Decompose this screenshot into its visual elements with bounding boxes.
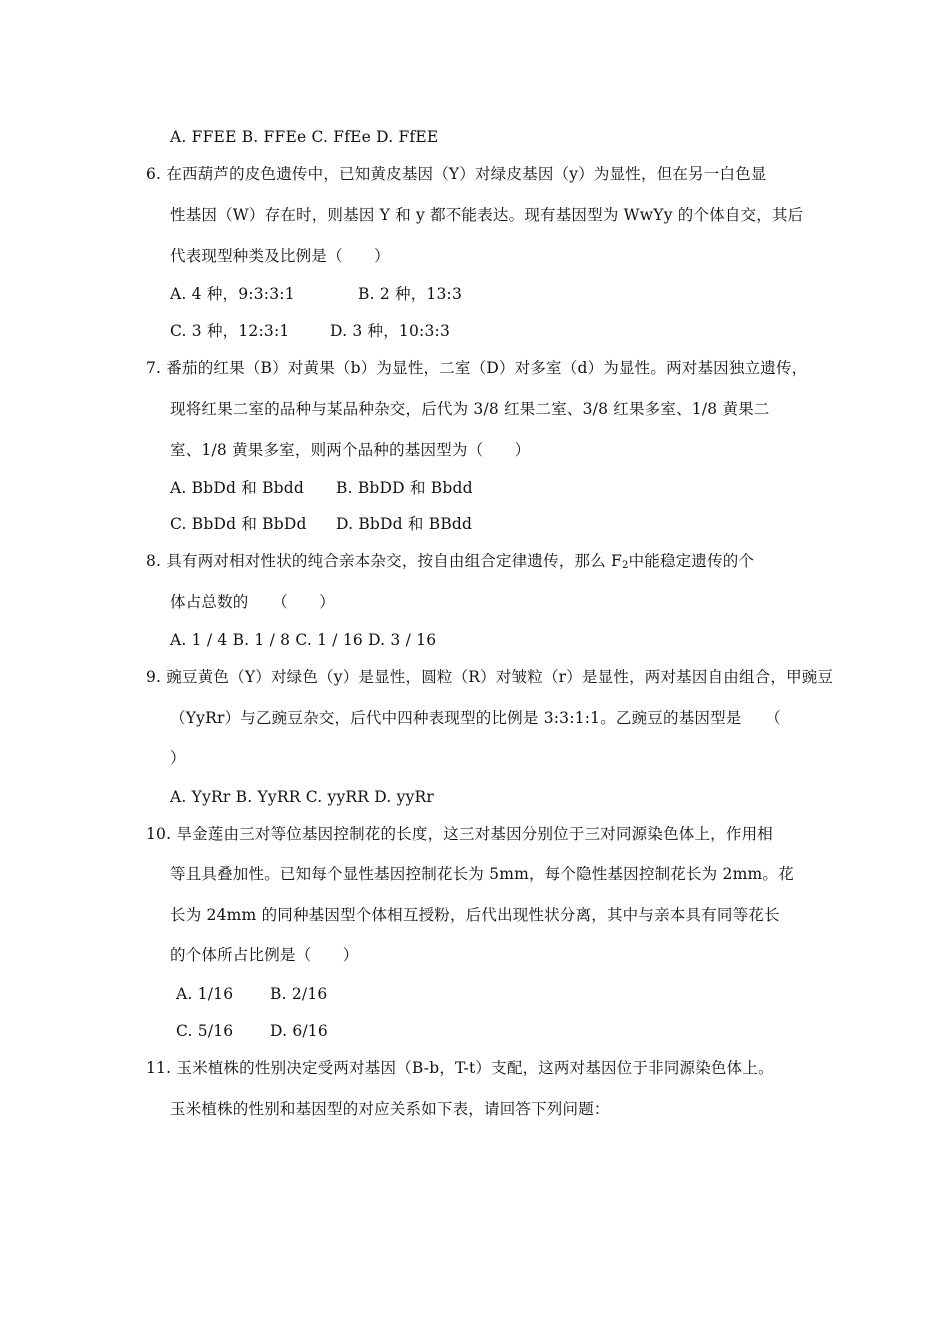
q9-text-line-3: ）: [170, 749, 186, 767]
q10-text-line-3: 长为 24mm 的同种基因型个体相互授粉，后代出现性状分离，其中与亲本具有同等花长: [170, 906, 780, 924]
q10-option-a: A. 1/16: [176, 985, 234, 1003]
q9-text-line-1: 9. 豌豆黄色（Y）对绿色（y）是显性，圆粒（R）对皱粒（r）是显性，两对基因自由组合，甲豌豆: [146, 668, 834, 686]
q10-text-line-1: 10. 旱金莲由三对等位基因控制花的长度，这三对基因分别位于三对同源染色体上，作用相: [146, 825, 773, 843]
q10-option-d: D. 6/16: [270, 1022, 328, 1040]
q7-option-a: A. BbDd 和 Bbdd: [170, 479, 305, 497]
q10-option-b: B. 2/16: [270, 985, 328, 1003]
q9-text-line-2: （YyRr）与乙豌豆杂交，后代中四种表现型的比例是 3:3:1:1。乙豌豆的基因型是 （: [170, 709, 781, 727]
q8-text-line-1: 8. 具有两对相对性状的纯合亲本杂交，按自由组合定律遗传，那么 $F_2$中能稳定遗传的个: [146, 552, 755, 571]
q6-option-d: D. 3 种，10:3:3: [330, 322, 451, 340]
q7-text-line-3: 室、1/8 黄果多室，则两个品种的基因型为（ ）: [170, 441, 531, 459]
subscript-2: 2: [622, 560, 629, 571]
q6-option-c: C. 3 种，12:3:1: [170, 322, 290, 340]
q6-text-line-3: 代表现型种类及比例是（ ）: [170, 247, 390, 265]
q6-option-a: A. 4 种，9:3:3:1: [170, 285, 295, 303]
q11-text-line-2: 玉米植株的性别和基因型的对应关系如下表，请回答下列问题：: [170, 1100, 610, 1118]
q10-option-c: C. 5/16: [176, 1022, 234, 1040]
q6-text-line-2: 性基因（W）存在时，则基因 Y 和 y 都不能表达。现有基因型为 WwYy 的个体自交，其后: [170, 206, 804, 224]
q7-option-d: D. BbDd 和 BBdd: [336, 515, 473, 533]
q6-option-b: B. 2 种，13:3: [358, 285, 463, 303]
q7-text-line-1: 7. 番茄的红果（B）对黄果（b）为显性，二室（D）对多室（d）为显性。两对基因独立遗传，: [146, 359, 808, 377]
q10-text-line-4: 的个体所占比例是（ ）: [170, 946, 359, 964]
q5-options: A. FFEE B. FFEe C. FfEe D. FfEE: [170, 128, 439, 146]
q7-option-c: C. BbDd 和 BbDd: [170, 515, 307, 533]
q7-option-b: B. BbDD 和 Bbdd: [336, 479, 473, 497]
q6-text-line-1: 6. 在西葫芦的皮色遗传中，已知黄皮基因（Y）对绿皮基因（y）为显性，但在另一白色显: [146, 165, 767, 183]
q7-text-line-2: 现将红果二室的品种与某品种杂交，后代为 3/8 红果二室、3/8 红果多室、1/8 黄果二: [170, 400, 770, 418]
q8-text-line-2: 体占总数的 （ ）: [170, 593, 335, 611]
q8-options: A. 1 / 4 B. 1 / 8 C. 1 / 16 D. 3 / 16: [170, 631, 437, 649]
q10-text-line-2: 等且具叠加性。已知每个显性基因控制花长为 5mm，每个隐性基因控制花长为 2mm。花: [170, 865, 794, 883]
q11-text-line-1: 11. 玉米植株的性别决定受两对基因（B-b，T-t）支配，这两对基因位于非同源染色体上。: [146, 1059, 774, 1077]
q9-options: A. YyRr B. YyRR C. yyRR D. yyRr: [170, 788, 435, 806]
